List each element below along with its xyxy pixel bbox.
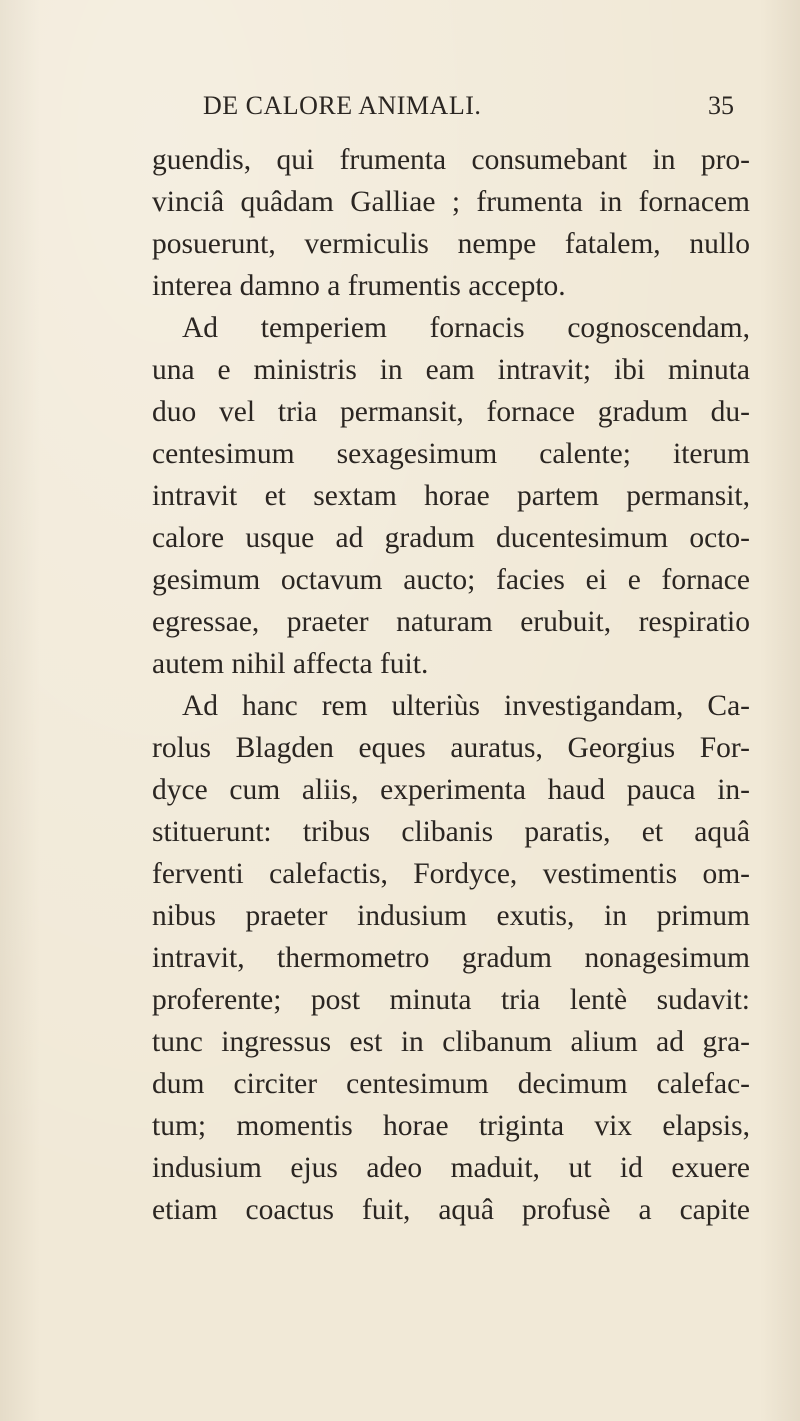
text-line: rolus Blagden eques auratus, Georgius For-: [152, 732, 750, 764]
text-line: etiam coactus fuit, aquâ profusè a capite: [152, 1194, 750, 1226]
text-line: nibus praeter indusium exutis, in primum: [152, 900, 750, 932]
text-line: calore usque ad gradum ducentesimum octo-: [152, 522, 750, 554]
text-line: interea damno a frumentis accepto.: [152, 270, 566, 302]
text-line: indusium ejus adeo maduit, ut id exuere: [152, 1152, 750, 1184]
text-line: ferventi calefactis, Fordyce, vestimentis om-: [152, 858, 750, 890]
text-line: stituerunt: tribus clibanis paratis, et aquâ: [152, 816, 750, 848]
text-line: intravit et sextam horae partem permansit,: [152, 480, 750, 512]
text-line: intravit, thermometro gradum nonagesimum: [152, 942, 750, 974]
text-line: dyce cum aliis, experimenta haud pauca in-: [152, 774, 750, 806]
text-line: egressae, praeter naturam erubuit, respiratio: [152, 606, 750, 638]
running-head: [0, 86, 800, 126]
paragraph-start-line: Ad temperiem fornacis cognoscendam,: [182, 312, 750, 344]
text-line: gesimum octavum aucto; facies ei e fornace: [152, 564, 750, 596]
text-line: una e ministris in eam intravit; ibi minuta: [152, 354, 750, 386]
text-line: tum; momentis horae triginta vix elapsis,: [152, 1110, 750, 1142]
text-line: centesimum sexagesimum calente; iterum: [152, 438, 750, 470]
page-number: 35: [708, 91, 734, 120]
text-line: dum circiter centesimum decimum calefac-: [152, 1068, 750, 1100]
text-line: guendis, qui frumenta consumebant in pro-: [152, 144, 750, 176]
text-line: tunc ingressus est in clibanum alium ad gra-: [152, 1026, 750, 1058]
text-line: posuerunt, vermiculis nempe fatalem, nullo: [152, 228, 750, 260]
text-line: proferente; post minuta tria lentè sudavit:: [152, 984, 750, 1016]
running-title: DE CALORE ANIMALI.: [203, 91, 482, 120]
paragraph-start-line: Ad hanc rem ulteriùs investigandam, Ca-: [182, 690, 750, 722]
text-line: vinciâ quâdam Galliae ; frumenta in fornacem: [152, 186, 750, 218]
text-line: duo vel tria permansit, fornace gradum du-: [152, 396, 750, 428]
text-line: autem nihil affecta fuit.: [152, 648, 429, 680]
